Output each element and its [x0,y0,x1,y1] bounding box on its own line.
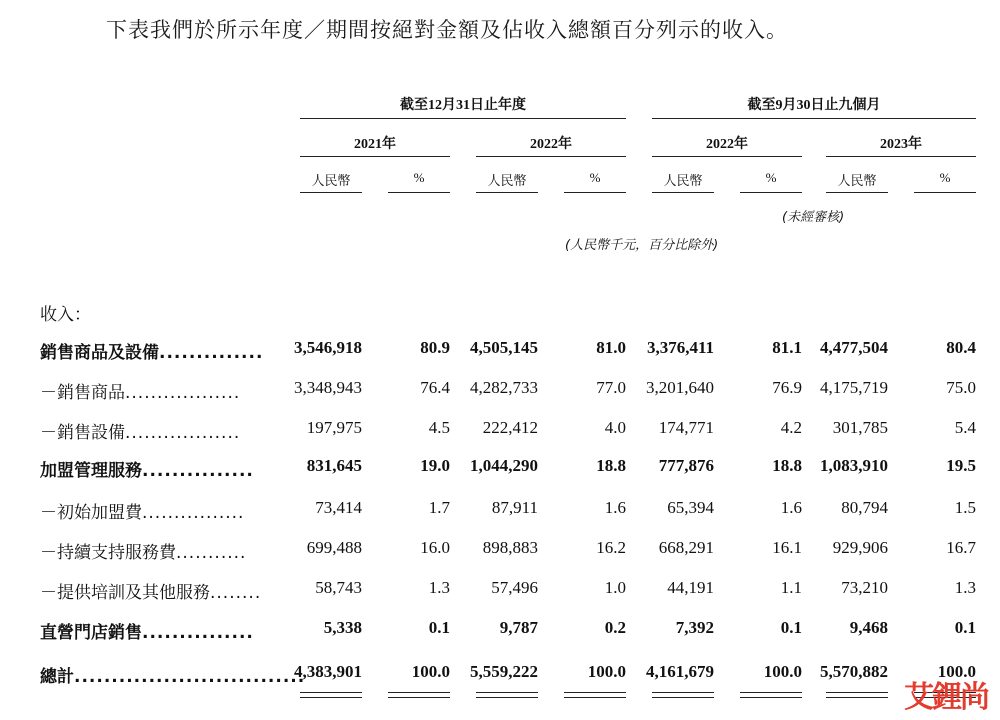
cell-amount: 3,201,640 [646,378,714,397]
row-leader-dots: ............... [142,623,254,643]
row-label-text: 加盟管理服務 [40,461,142,481]
row-label [40,538,246,563]
cell-percent: 19.5 [946,456,976,475]
subheader-currency-rule [826,192,888,193]
cell-amount: 5,338 [323,618,362,637]
cell-percent: 1.5 [954,498,976,517]
cell-percent: 16.0 [420,538,450,557]
subheader-currency: 人民幣 [487,173,527,188]
unaudited-note: (未經審核) [782,210,845,225]
cell-percent: 5.4 [954,418,976,437]
subheader-percent: % [413,170,425,185]
cell-amount: 9,468 [849,618,888,637]
row-label-text: －持續支持服務費 [40,543,176,563]
cell-percent: 1.3 [954,578,976,597]
header-group-nine-months: 截至9月30日止九個月 [747,98,881,113]
cell-percent: 4.2 [780,418,802,437]
subheader-currency: 人民幣 [663,173,703,188]
row-leader-dots: ........... [176,543,247,563]
cell-percent: 1.0 [604,578,626,597]
section-label-revenue: 收入： [40,305,91,325]
cell-percent: 18.8 [772,456,802,475]
cell-amount: 4,477,504 [820,338,888,357]
row-leader-dots: ............... [142,461,254,481]
cell-percent: 100.0 [587,662,626,681]
cell-amount: 4,161,679 [646,662,714,681]
row-label [40,578,261,603]
cell-percent: 1.7 [428,498,450,517]
header-year-2022-9m: 2022年 [706,137,748,152]
subheader-percent: % [765,170,777,185]
cell-amount: 9,787 [499,618,538,637]
cell-percent: 75.0 [946,378,976,397]
total-double-rule [300,692,362,698]
cell-percent: 1.1 [780,578,802,597]
cell-percent: 1.3 [428,578,450,597]
cell-amount: 668,291 [658,538,714,557]
cell-percent: 0.1 [780,618,802,637]
cell-percent: 76.4 [420,378,450,397]
cell-amount: 80,794 [841,498,888,517]
cell-percent: 0.2 [604,618,626,637]
row-leader-dots: .................. [125,383,241,403]
cell-percent: 4.0 [604,418,626,437]
cell-percent: 100.0 [411,662,450,681]
cell-amount: 44,191 [667,578,714,597]
unit-note: (人民幣千元，百分比除外) [565,238,719,253]
cell-amount: 57,496 [491,578,538,597]
cell-percent: 100.0 [937,662,976,681]
cell-percent: 80.4 [946,338,976,357]
subheader-percent: % [939,170,951,185]
header-group-nine-months-rule [652,118,976,119]
subheader-currency: 人民幣 [311,173,351,188]
row-leader-dots: .................. [125,423,241,443]
subheader-percent-rule [914,192,976,193]
cell-percent: 81.0 [596,338,626,357]
header-year-2022-rule [476,156,626,157]
row-label [40,338,263,363]
row-label [40,456,254,481]
cell-amount: 4,175,719 [820,378,888,397]
subheader-currency-rule [300,192,362,193]
cell-percent: 80.9 [420,338,450,357]
total-double-rule [740,692,802,698]
cell-percent: 16.7 [946,538,976,557]
page-title: 下表我們於所示年度／期間按絕對金額及佔收入總額百分列示的收入。 [106,18,788,42]
header-year-2022: 2022年 [530,137,572,152]
cell-percent: 77.0 [596,378,626,397]
row-label [40,378,240,403]
cell-amount: 831,645 [306,456,362,475]
cell-amount: 73,414 [315,498,362,517]
total-double-rule [826,692,888,698]
total-double-rule [476,692,538,698]
cell-amount: 4,383,901 [294,662,362,681]
subheader-percent-rule [740,192,802,193]
cell-percent: 19.0 [420,456,450,475]
cell-amount: 301,785 [832,418,888,437]
cell-amount: 222,412 [482,418,538,437]
row-label-text: 總計 [40,667,74,687]
cell-percent: 4.5 [428,418,450,437]
cell-amount: 5,570,882 [820,662,888,681]
cell-percent: 100.0 [763,662,802,681]
row-label [40,618,254,643]
cell-percent: 81.1 [772,338,802,357]
subheader-currency-rule [476,192,538,193]
cell-amount: 3,348,943 [294,378,362,397]
cell-amount: 4,282,733 [470,378,538,397]
cell-amount: 1,044,290 [470,456,538,475]
row-leader-dots: ................ [142,503,245,523]
row-label-text: －提供培訓及其他服務 [40,583,210,603]
header-year-2021: 2021年 [354,137,396,152]
cell-amount: 58,743 [315,578,362,597]
cell-amount: 777,876 [658,456,714,475]
row-label-text: －初始加盟費 [40,503,142,523]
row-leader-dots: ........ [210,583,262,603]
row-label-text: －銷售商品 [40,383,125,403]
cell-amount: 73,210 [841,578,888,597]
row-label-text: －銷售設備 [40,423,125,443]
cell-amount: 3,546,918 [294,338,362,357]
header-group-fiscal-year-rule [300,118,626,119]
row-label-text: 銷售商品及設備 [40,343,159,363]
cell-amount: 197,975 [306,418,362,437]
cell-amount: 65,394 [667,498,714,517]
header-year-2021-rule [300,156,450,157]
subheader-percent-rule [388,192,450,193]
cell-amount: 3,376,411 [646,338,714,357]
total-double-rule [388,692,450,698]
total-double-rule [564,692,626,698]
header-year-2023-9m: 2023年 [880,137,922,152]
row-leader-dots: .............. [159,343,264,363]
cell-amount: 898,883 [482,538,538,557]
cell-amount: 7,392 [675,618,714,637]
watermark-logo: 艾鋰尚 [904,680,988,715]
cell-percent: 0.1 [428,618,450,637]
subheader-currency-rule [652,192,714,193]
header-year-2023-9m-rule [826,156,976,157]
row-label [40,498,244,523]
cell-amount: 174,771 [658,418,714,437]
header-year-2022-9m-rule [652,156,802,157]
total-double-rule [652,692,714,698]
row-label-text: 直營門店銷售 [40,623,142,643]
cell-percent: 16.2 [596,538,626,557]
cell-amount: 929,906 [832,538,888,557]
cell-amount: 5,559,222 [470,662,538,681]
subheader-currency: 人民幣 [837,173,877,188]
row-label [40,418,240,443]
subheader-percent: % [589,170,601,185]
header-group-fiscal-year: 截至12月31日止年度 [400,98,526,113]
row-label [40,662,305,687]
cell-percent: 0.1 [954,618,976,637]
row-leader-dots: ............................... [74,667,306,687]
cell-percent: 76.9 [772,378,802,397]
subheader-percent-rule [564,192,626,193]
cell-amount: 87,911 [491,498,538,517]
cell-amount: 4,505,145 [470,338,538,357]
cell-percent: 1.6 [604,498,626,517]
cell-percent: 16.1 [772,538,802,557]
cell-percent: 1.6 [780,498,802,517]
cell-percent: 18.8 [596,456,626,475]
cell-amount: 699,488 [306,538,362,557]
cell-amount: 1,083,910 [820,456,888,475]
